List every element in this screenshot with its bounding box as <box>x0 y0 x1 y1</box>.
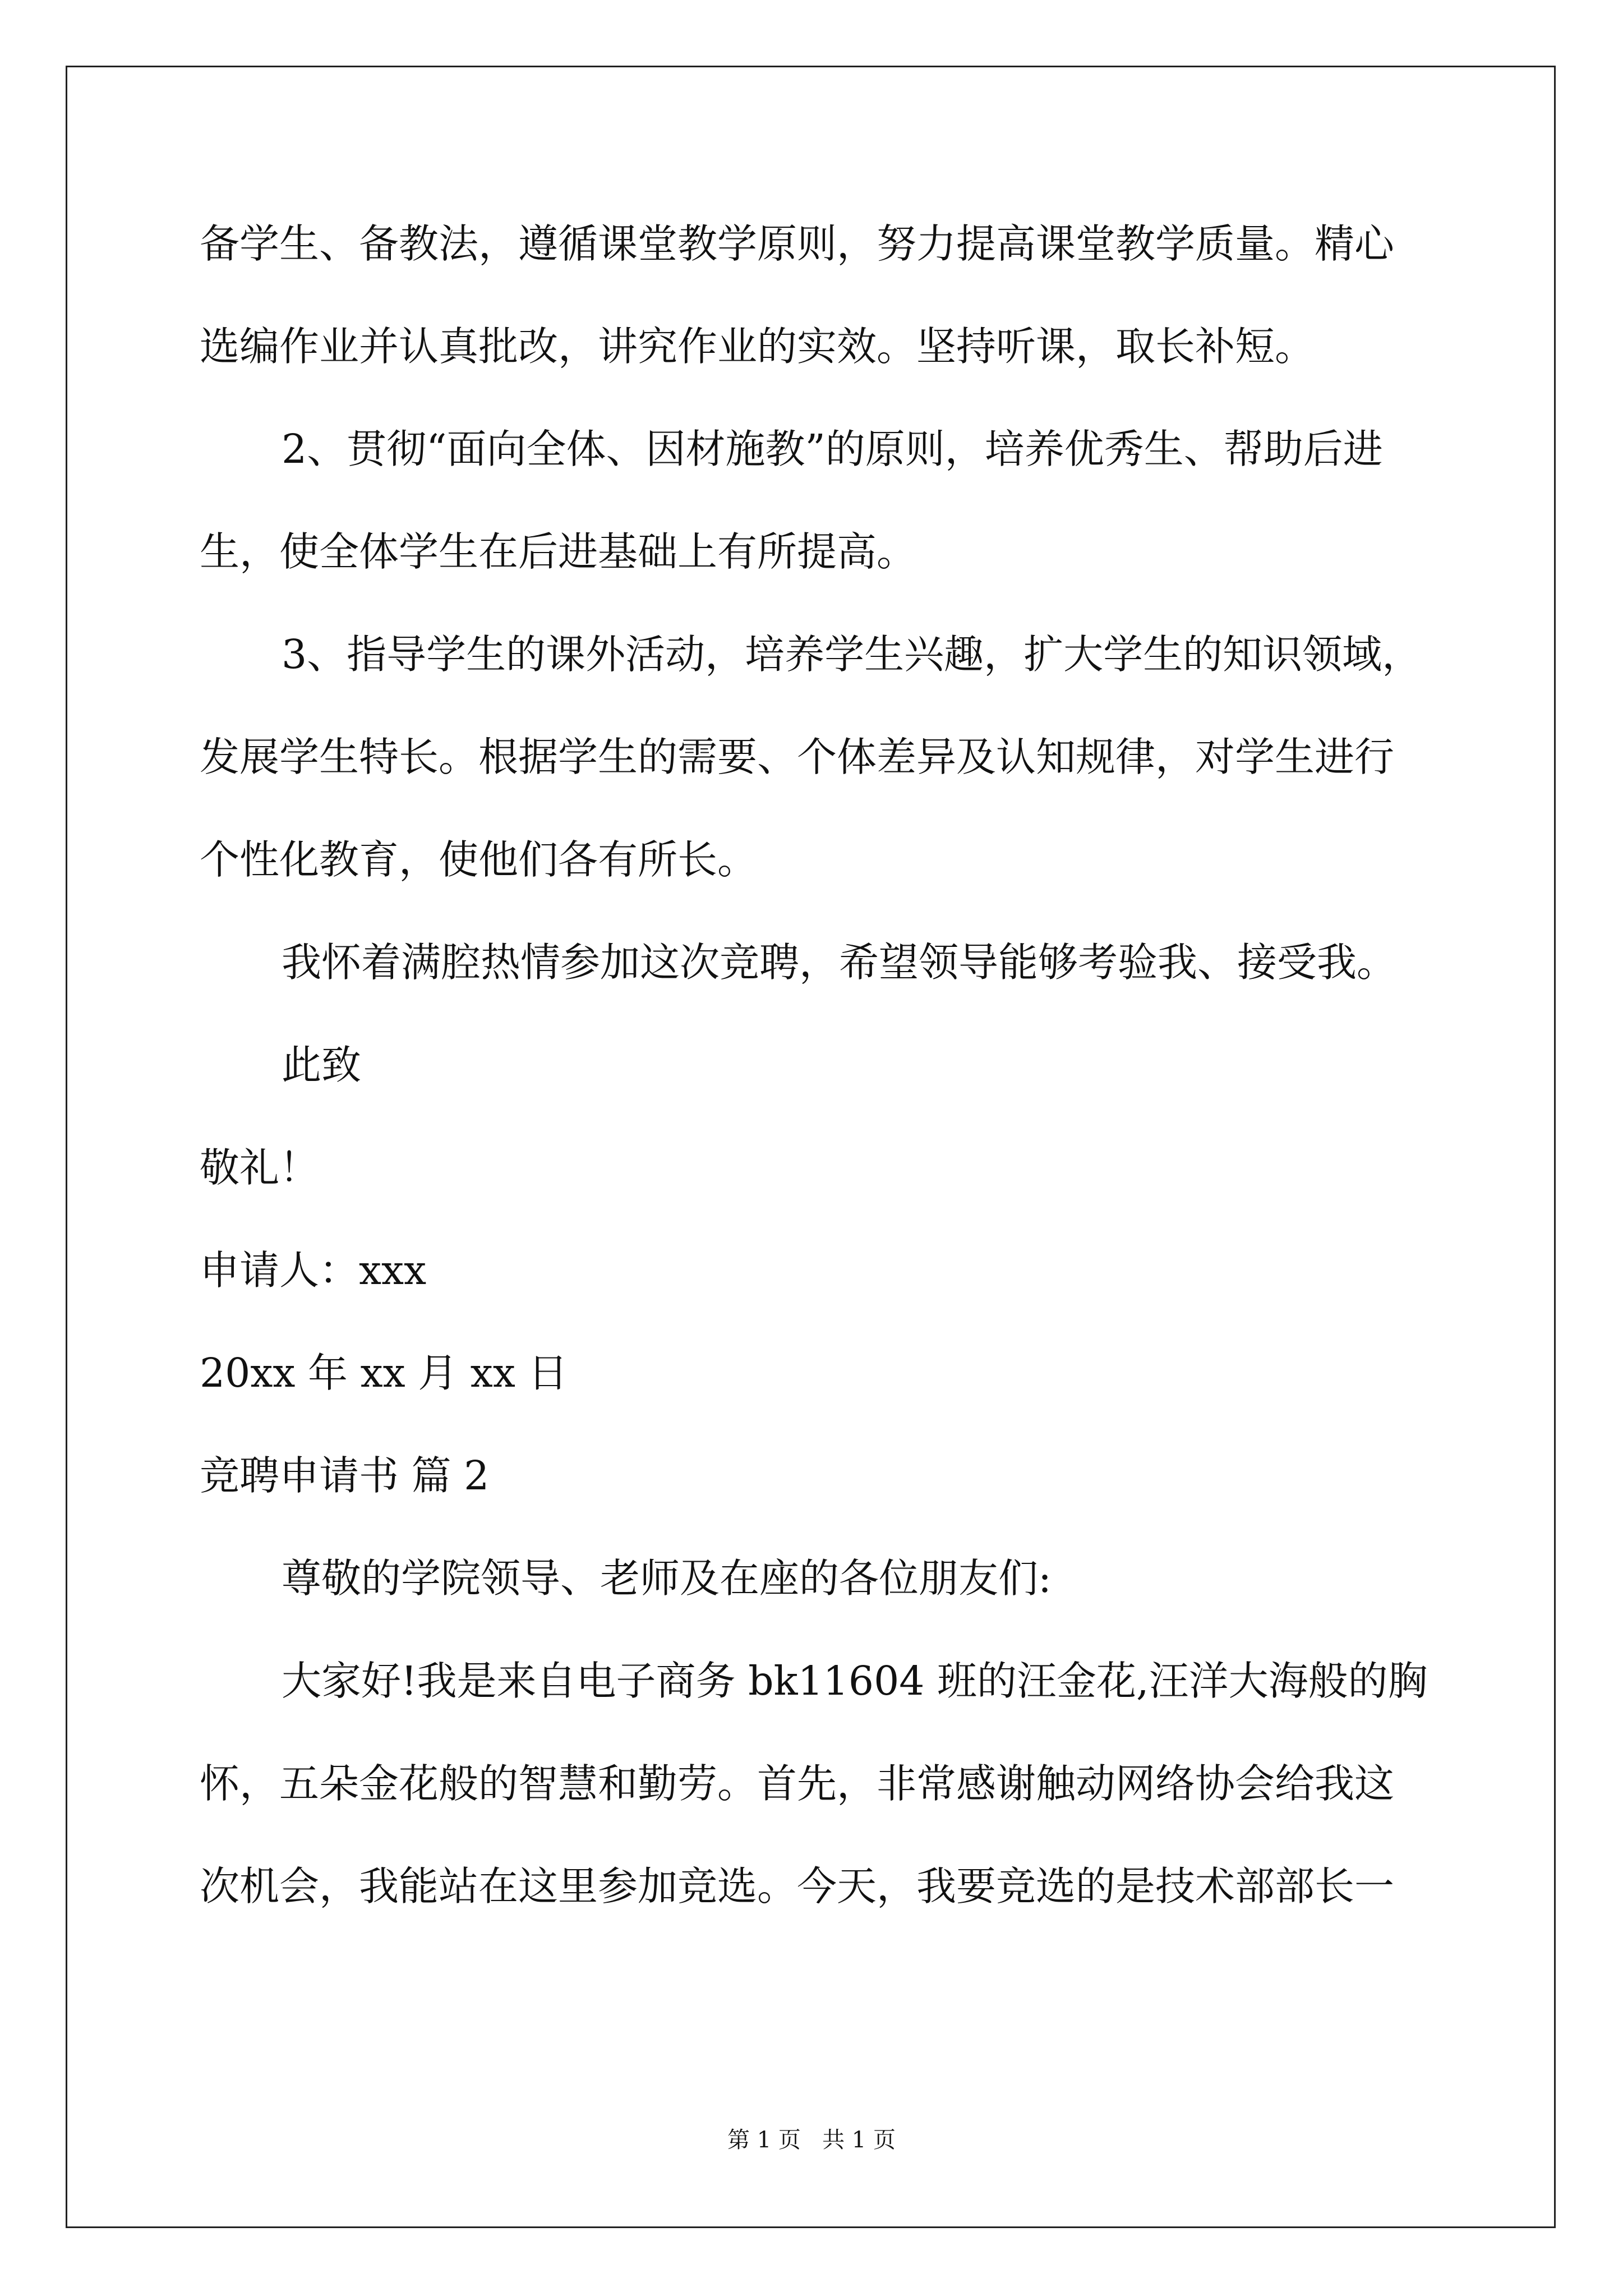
text-line: 个性化教育，使他们各有所长。 <box>200 836 758 883</box>
text-line: 生，使全体学生在后进基础上有所提高。 <box>200 528 917 575</box>
text-line: 尊敬的学院领导、老师及在座的各位朋友们: <box>282 1555 1052 1602</box>
text-line: 大家好!我是来自电子商务 bk11604 班的汪金花,汪洋大海般的胸 <box>282 1658 1428 1704</box>
date-line: 20xx 年 xx 月 xx 日 <box>200 1350 568 1396</box>
text-line: 选编作业并认真批改，讲究作业的实效。坚持听课，取长补短。 <box>200 323 1315 370</box>
text-line: 2、贯彻“面向全体、因材施教”的原则，培养优秀生、帮助后进 <box>282 426 1383 472</box>
text-line: 发展学生特长。根据学生的需要、个体差异及认知规律，对学生进行 <box>200 734 1395 780</box>
text-line: 怀，五朵金花般的智慧和勤劳。首先，非常感谢触动网络协会给我这 <box>200 1760 1395 1807</box>
text-line: 备学生、备教法，遵循课堂教学原则，努力提高课堂教学质量。精心 <box>200 220 1395 267</box>
page-footer: 第 1 页 共 1 页 <box>727 2127 896 2153</box>
text-line: 次机会，我能站在这里参加竞选。今天，我要竞选的是技术部部长一 <box>200 1863 1395 1910</box>
salutation-line: 此致 <box>282 1042 362 1088</box>
closing-line: 敬礼！ <box>200 1144 320 1191</box>
text-line: 我怀着满腔热情参加这次竞聘，希望领导能够考验我、接受我。 <box>282 939 1397 986</box>
text-line: 3、指导学生的课外活动，培养学生兴趣，扩大学生的知识领域， <box>282 631 1422 678</box>
section-heading: 竞聘申请书 篇 2 <box>200 1452 490 1499</box>
applicant-line: 申请人：xxx <box>200 1247 427 1294</box>
